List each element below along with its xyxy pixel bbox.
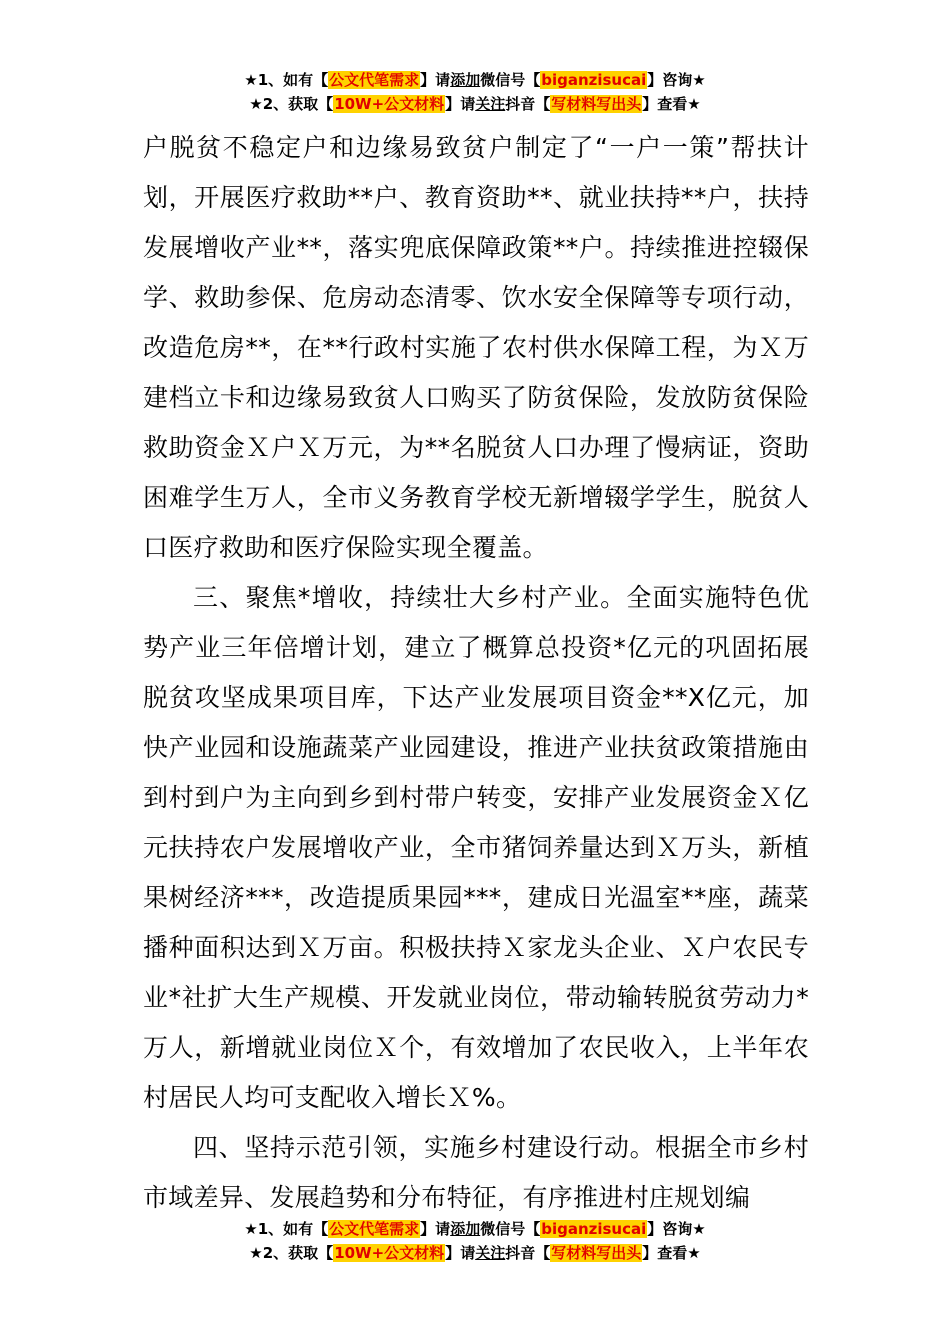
paragraph-continuation: 户脱贫不稳定户和边缘易致贫户制定了“一户一策”帮扶计划，开展医疗救助**户、教育资助**、就业扶持**户，扶持发展增收产业**，落实兜底保障政策**户。持续推进控辍保学、救助参保、危房动态清零、饮水安全保障等专项行动，改造危房**，在**行政村实施了农村供水保障工程，为Ｘ万建档立卡和边缘易致贫人口购买了防贫保险，发放防贫保险救助资金Ｘ户Ｘ万元，为**名脱贫人口办理了慢病证，资助困难学生万人，全市义务教育学校无新增辍学学生，脱贫人口医疗救助和医疗保险实现全覆盖。 <box>143 133 809 562</box>
banner-line-1 <box>0 1217 950 1241</box>
banner-line-1 <box>0 68 950 92</box>
banner-underlined-text: 关注 <box>475 1244 506 1262</box>
banner-line-2 <box>0 92 950 116</box>
banner-underlined-text: 关注 <box>475 95 506 113</box>
banner-highlight: 写材料写出头 <box>551 1244 642 1262</box>
banner-text: 】请 <box>445 1244 476 1262</box>
banner-text: 抖音【 <box>505 95 551 113</box>
banner-text: 】咨询★ <box>647 1220 706 1238</box>
footer-banner <box>0 1217 950 1265</box>
banner-highlight: 10W+公文材料 <box>334 95 445 113</box>
paragraph-section-3: 三、聚焦*增收，持续壮大乡村产业。全面实施特色优势产业三年倍增计划，建立了概算总投资*亿元的巩固拓展脱贫攻坚成果项目库，下达产业发展项目资金**X亿元，加快产业园和设施蔬菜产业园建设，推进产业扶贫政策措施由到村到户为主向到乡到村带户转变，安排产业发展资金Ｘ亿元扶持农户发展增收产业，全市猪饲养量达到Ｘ万头，新植果树经济***，改造提质果园***，建成日光温室**座，蔬菜播种面积达到Ｘ万亩。积极扶持Ｘ家龙头企业、Ｘ户农民专业*社扩大生产规模、开发就业岗位，带动输转脱贫劳动力*万人，新增就业岗位Ｘ个，有效增加了农民收入，上半年农村居民人均可支配收入增长Ｘ%。 <box>143 583 809 1112</box>
header-banner <box>0 68 950 116</box>
banner-highlight: biganzisucai <box>541 1220 647 1238</box>
banner-text: 抖音【 <box>505 1244 551 1262</box>
banner-text: 】查看★ <box>642 1244 701 1262</box>
banner-highlight: biganzisucai <box>541 71 647 89</box>
banner-text: 微信号【 <box>480 71 541 89</box>
banner-text: ★2、获取【 <box>249 95 334 113</box>
banner-text: ★1、如有【 <box>244 71 329 89</box>
banner-text: 】请 <box>420 1220 451 1238</box>
document-body <box>143 123 809 1223</box>
banner-text: ★1、如有【 <box>244 1220 329 1238</box>
paragraph-section-4: 四、坚持示范引领，实施乡村建设行动。根据全市乡村市域差异、发展趋势和分布特征，有序推进村庄规划编 <box>143 1133 809 1212</box>
banner-line-2 <box>0 1241 950 1265</box>
banner-underlined-text: 添加 <box>450 71 481 89</box>
banner-text: 】请 <box>445 95 476 113</box>
banner-highlight: 公文代笔需求 <box>329 71 420 89</box>
banner-highlight: 写材料写出头 <box>551 95 642 113</box>
banner-text: 】咨询★ <box>647 71 706 89</box>
banner-highlight: 10W+公文材料 <box>334 1244 445 1262</box>
banner-highlight: 公文代笔需求 <box>329 1220 420 1238</box>
banner-text: ★2、获取【 <box>249 1244 334 1262</box>
banner-text: 】请 <box>420 71 451 89</box>
banner-underlined-text: 添加 <box>450 1220 481 1238</box>
banner-text: 】查看★ <box>642 95 701 113</box>
banner-text: 微信号【 <box>480 1220 541 1238</box>
